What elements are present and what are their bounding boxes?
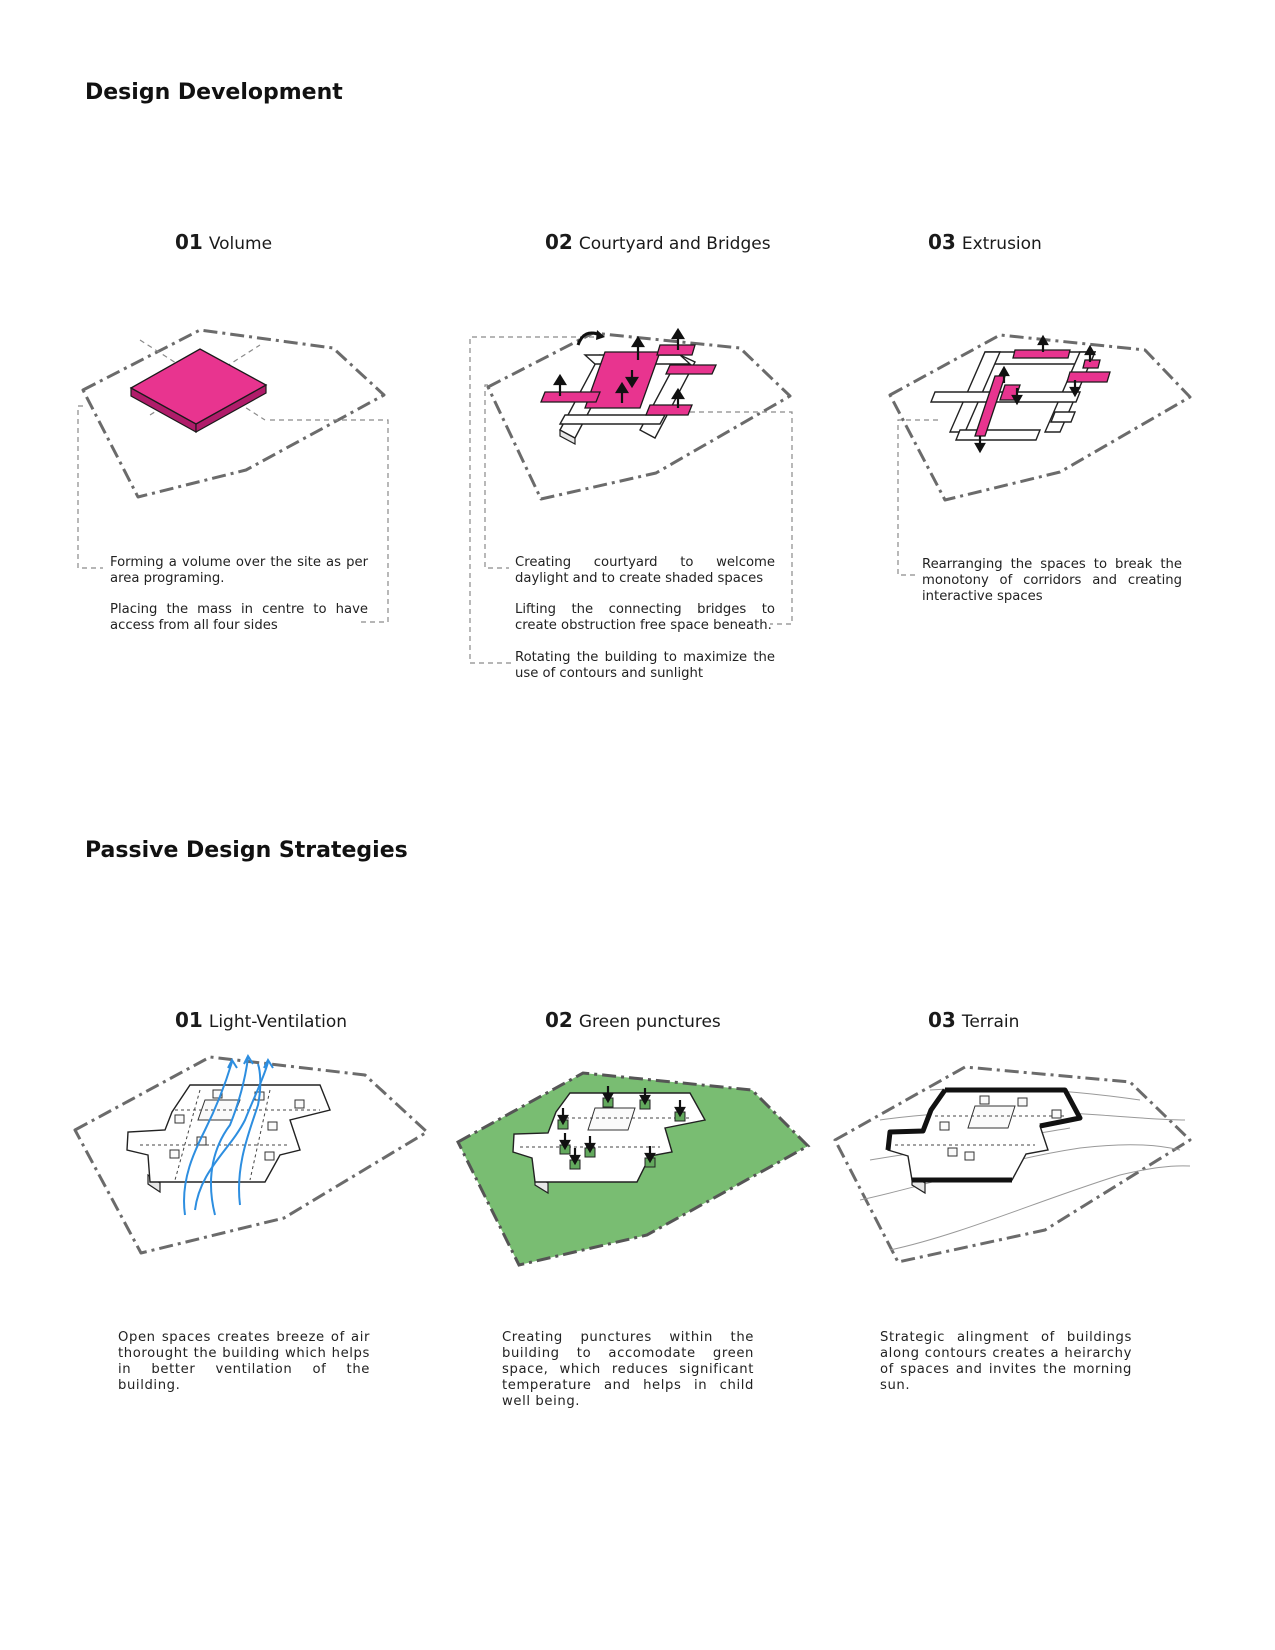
- building-side: [148, 1175, 160, 1192]
- leader-line: [690, 412, 792, 624]
- bridge: [657, 345, 695, 355]
- courtyard-opening: [198, 1100, 240, 1120]
- terrain-edge: [888, 1090, 945, 1150]
- panel-number: 01: [175, 230, 203, 254]
- guide-line: [150, 345, 260, 415]
- green-puncture-squares: [558, 1098, 685, 1169]
- caption-light-ventilation: Open spaces creates breeze of air thorought the building which helps in better ventilation of the building.: [118, 1330, 370, 1393]
- section-title-design-development: Design Development: [85, 80, 343, 105]
- panel-label: Light-Ventilation: [208, 1012, 348, 1032]
- leader-line: [485, 385, 509, 568]
- bridge: [541, 392, 600, 402]
- section-title-passive-design: Passive Design Strategies: [85, 838, 408, 863]
- extrusion-arrows: [976, 337, 1094, 451]
- site-boundary: [83, 330, 384, 497]
- panel-label: Courtyard and Bridges: [578, 234, 771, 254]
- site-boundary: [75, 1057, 427, 1253]
- contour-lines: [860, 1088, 1190, 1250]
- extrusion: [1013, 350, 1070, 358]
- panel-label: Extrusion: [961, 234, 1042, 254]
- rotate-arrow: [578, 333, 600, 345]
- extrusion: [975, 376, 1005, 436]
- green-site-area: [458, 1073, 808, 1265]
- caption-extrusion: Rearranging the spaces to break the monotony of corridors and creating interactive spaces: [922, 557, 1182, 604]
- courtyard-opening: [588, 1108, 635, 1130]
- volume-slab-side: [196, 385, 266, 432]
- building-side: [560, 430, 575, 444]
- building-plan: [513, 1093, 705, 1182]
- caption-courtyard-1: Creating courtyard to welcome daylight and to create shaded spaces: [515, 555, 775, 586]
- corridor-line: [175, 1090, 200, 1180]
- leader-line: [78, 406, 103, 568]
- building-plan: [888, 1090, 1080, 1180]
- panel-title-courtyard: [545, 230, 771, 254]
- guide-line: [140, 340, 265, 420]
- extrusion: [1067, 372, 1110, 382]
- panel-title-terrain: [928, 1008, 1019, 1032]
- caption-courtyard-2: Lifting the connecting bridges to create obstruction free space beneath.: [515, 602, 775, 633]
- panel-title-extrusion: [928, 230, 1042, 254]
- building-bar: [956, 430, 1040, 440]
- caption-volume-2: Placing the mass in centre to have access from all four sides: [110, 602, 368, 633]
- building-bar: [1051, 412, 1075, 422]
- site-boundary: [488, 333, 790, 499]
- corridor-line: [250, 1090, 270, 1180]
- caption-terrain: Strategic alingment of buildings along contours creates a heirarchy of spaces and invites the morning sun.: [880, 1330, 1132, 1393]
- building-bar: [1045, 352, 1095, 432]
- building-bar: [585, 355, 690, 364]
- panel-label: Terrain: [961, 1012, 1020, 1032]
- bridge: [646, 405, 692, 415]
- leader-line: [270, 420, 388, 622]
- building-bar: [560, 355, 615, 438]
- building-plan: [127, 1085, 330, 1182]
- extrusion: [1083, 360, 1100, 368]
- courtyard-area: [585, 352, 660, 408]
- puncture-arrows: [559, 1086, 684, 1163]
- volume-slab: [131, 349, 266, 424]
- lift-arrows: [555, 330, 683, 408]
- extrusion: [1000, 385, 1020, 400]
- panel-number: 02: [545, 230, 573, 254]
- panel-number: 02: [545, 1008, 573, 1032]
- building-bar: [640, 355, 695, 438]
- panel-number: 03: [928, 230, 956, 254]
- site-boundary: [890, 335, 1190, 500]
- caption-courtyard-3: Rotating the building to maximize the use of contours and sunlight: [515, 650, 775, 681]
- panel-label: Green punctures: [578, 1012, 721, 1032]
- building-bar: [931, 392, 1080, 402]
- building-bar: [560, 415, 665, 424]
- building-side: [535, 1175, 548, 1193]
- volume-slab-side: [131, 388, 196, 432]
- building-side: [912, 1175, 925, 1193]
- courtyard-opening: [968, 1106, 1015, 1128]
- rotate-arrow-head: [596, 330, 605, 340]
- building-bar: [950, 352, 1000, 432]
- caption-green-punctures: Creating punctures within the building to accomodate green space, which reduces significant temperature and helps in child well being.: [502, 1330, 754, 1409]
- caption-volume-1: Forming a volume over the site as per area programing.: [110, 555, 368, 586]
- leader-line: [898, 420, 938, 575]
- building-bar: [980, 352, 1095, 364]
- wind-flow-lines: [184, 1056, 273, 1215]
- opening-squares: [940, 1096, 1061, 1160]
- panel-title-green-punctures: [545, 1008, 721, 1032]
- bridge: [666, 365, 716, 374]
- opening-squares: [170, 1090, 304, 1160]
- panel-number: 01: [175, 1008, 203, 1032]
- panel-title-volume: [175, 230, 272, 254]
- panel-number: 03: [928, 1008, 956, 1032]
- terrain-edge: [945, 1090, 1080, 1126]
- panel-label: Volume: [208, 234, 273, 254]
- site-boundary: [835, 1067, 1190, 1262]
- panel-title-light-ventilation: [175, 1008, 347, 1032]
